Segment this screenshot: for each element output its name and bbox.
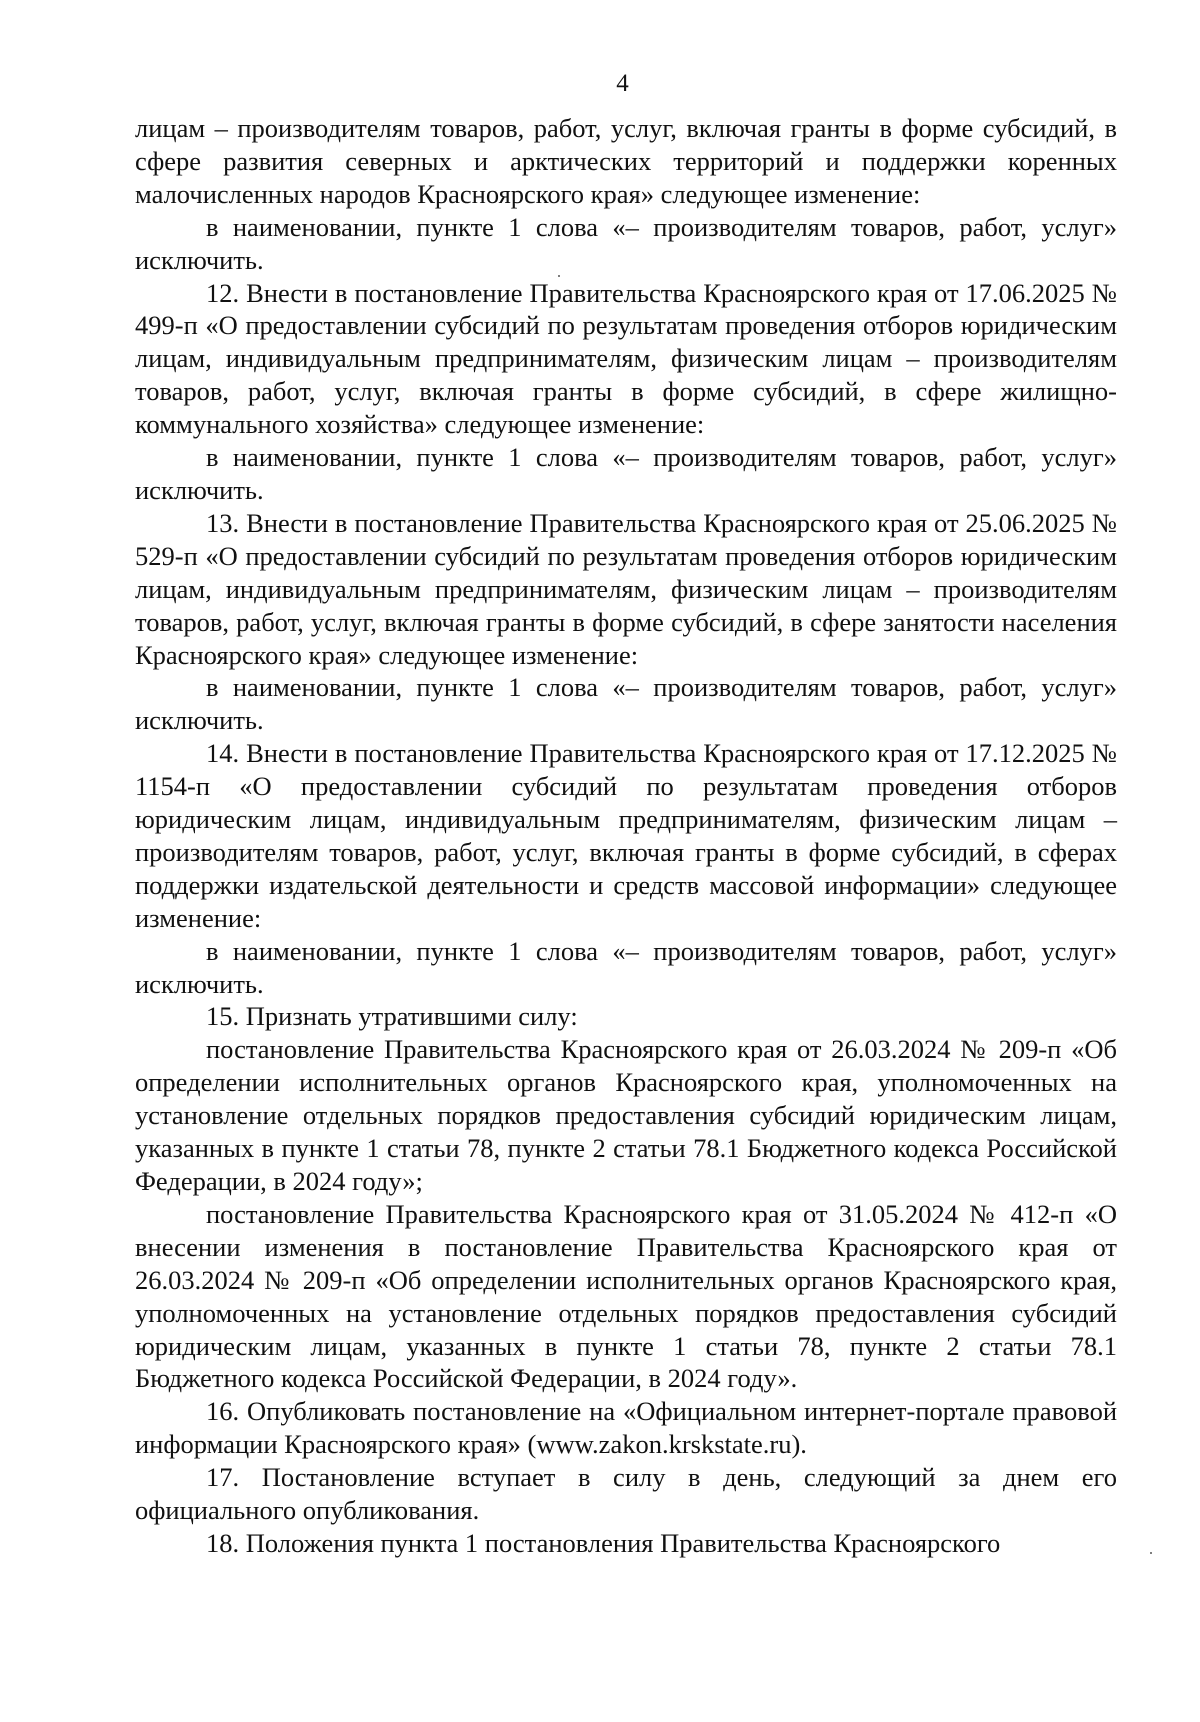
paragraph-item-12: 12. Внести в постановление Правительства Красноярского края от 17.06.2025 № 499-п «О предоставлении субсидий по результатам проведения отборов юридическим лицам, индивидуальным предпринимателям, физическим лицам – производителям товаров, работ, услуг, включая гранты в форме субсидий, в сфере жилищно-коммунального хозяйства» следующее изменение: <box>135 277 1117 440</box>
paragraph-item-13: 13. Внести в постановление Правительства Красноярского края от 25.06.2025 № 529-п «О предоставлении субсидий по результатам проведения отборов юридическим лицам, индивидуальным предпринимателям, физическим лицам – производителям товаров, работ, услуг, включая гранты в форме субсидий, в сфере занятости населения Красноярского края» следующее изменение: <box>135 507 1117 670</box>
paragraph-amendment-12: в наименовании, пункте 1 слова «– производителям товаров, работ, услуг» исключить. <box>135 442 1117 505</box>
scan-speck <box>1150 1552 1152 1554</box>
paragraph-repeal-209: постановление Правительства Красноярского края от 26.03.2024 № 209-п «Об определении исполнительных органов Красноярского края, уполномоченных на установление отдельных порядков предоставления субсидий юридическим лицам, указанных в пункте 1 статьи 78, пункте 2 статьи 78.1 Бюджетного кодекса Российской Федерации, в 2024 году»; <box>135 1034 1117 1196</box>
document-body <box>135 112 1117 1560</box>
paragraph-item-17: 17. Постановление вступает в силу в день, следующий за днем его официального опубликования. <box>135 1462 1117 1526</box>
paragraph-amendment-14: в наименовании, пункте 1 слова «– производителям товаров, работ, услуг» исключить. <box>135 935 1117 999</box>
paragraph-item-16: 16. Опубликовать постановление на «Официальном интернет-портале правовой информации Красноярского края» (www.zakon.krskstate.ru). <box>135 1396 1117 1460</box>
paragraph-continuation: лицам – производителям товаров, работ, услуг, включая гранты в форме субсидий, в сфере развития северных и арктических территорий и поддержки коренных малочисленных народов Красноярского края» следующее изменение: <box>135 113 1117 209</box>
paragraph-item-14: 14. Внести в постановление Правительства Красноярского края от 17.12.2025 № 1154-п «О предоставлении субсидий по результатам проведения отборов юридическим лицам, индивидуальным предпринимателям, физическим лицам – производителям товаров, работ, услуг, включая гранты в форме субсидий, в сферах поддержки издательской деятельности и средств массовой информации» следующее изменение: <box>135 738 1117 933</box>
paragraph-item-18: 18. Положения пункта 1 постановления Правительства Красноярского <box>206 1527 1001 1558</box>
paragraph-item-15: 15. Признать утратившими силу: <box>206 1001 578 1032</box>
paragraph-amendment-13: в наименовании, пункте 1 слова «– производителям товаров, работ, услуг» исключить. <box>135 672 1117 736</box>
page-number: 4 <box>616 70 629 97</box>
paragraph-repeal-412: постановление Правительства Красноярского края от 31.05.2024 № 412-п «О внесении изменения в постановление Правительства Красноярского края от 26.03.2024 № 209-п «Об определении исполнительных органов Красноярского края, уполномоченных на установление отдельных порядков предоставления субсидий юридическим лицам, указанных в пункте 1 статьи 78, пункте 2 статьи 78.1 Бюджетного кодекса Российской Федерации, в 2024 году». <box>135 1198 1117 1394</box>
paragraph-amendment-11: в наименовании, пункте 1 слова «– производителям товаров, работ, услуг» исключить. <box>135 211 1117 275</box>
scan-speck <box>558 275 560 277</box>
